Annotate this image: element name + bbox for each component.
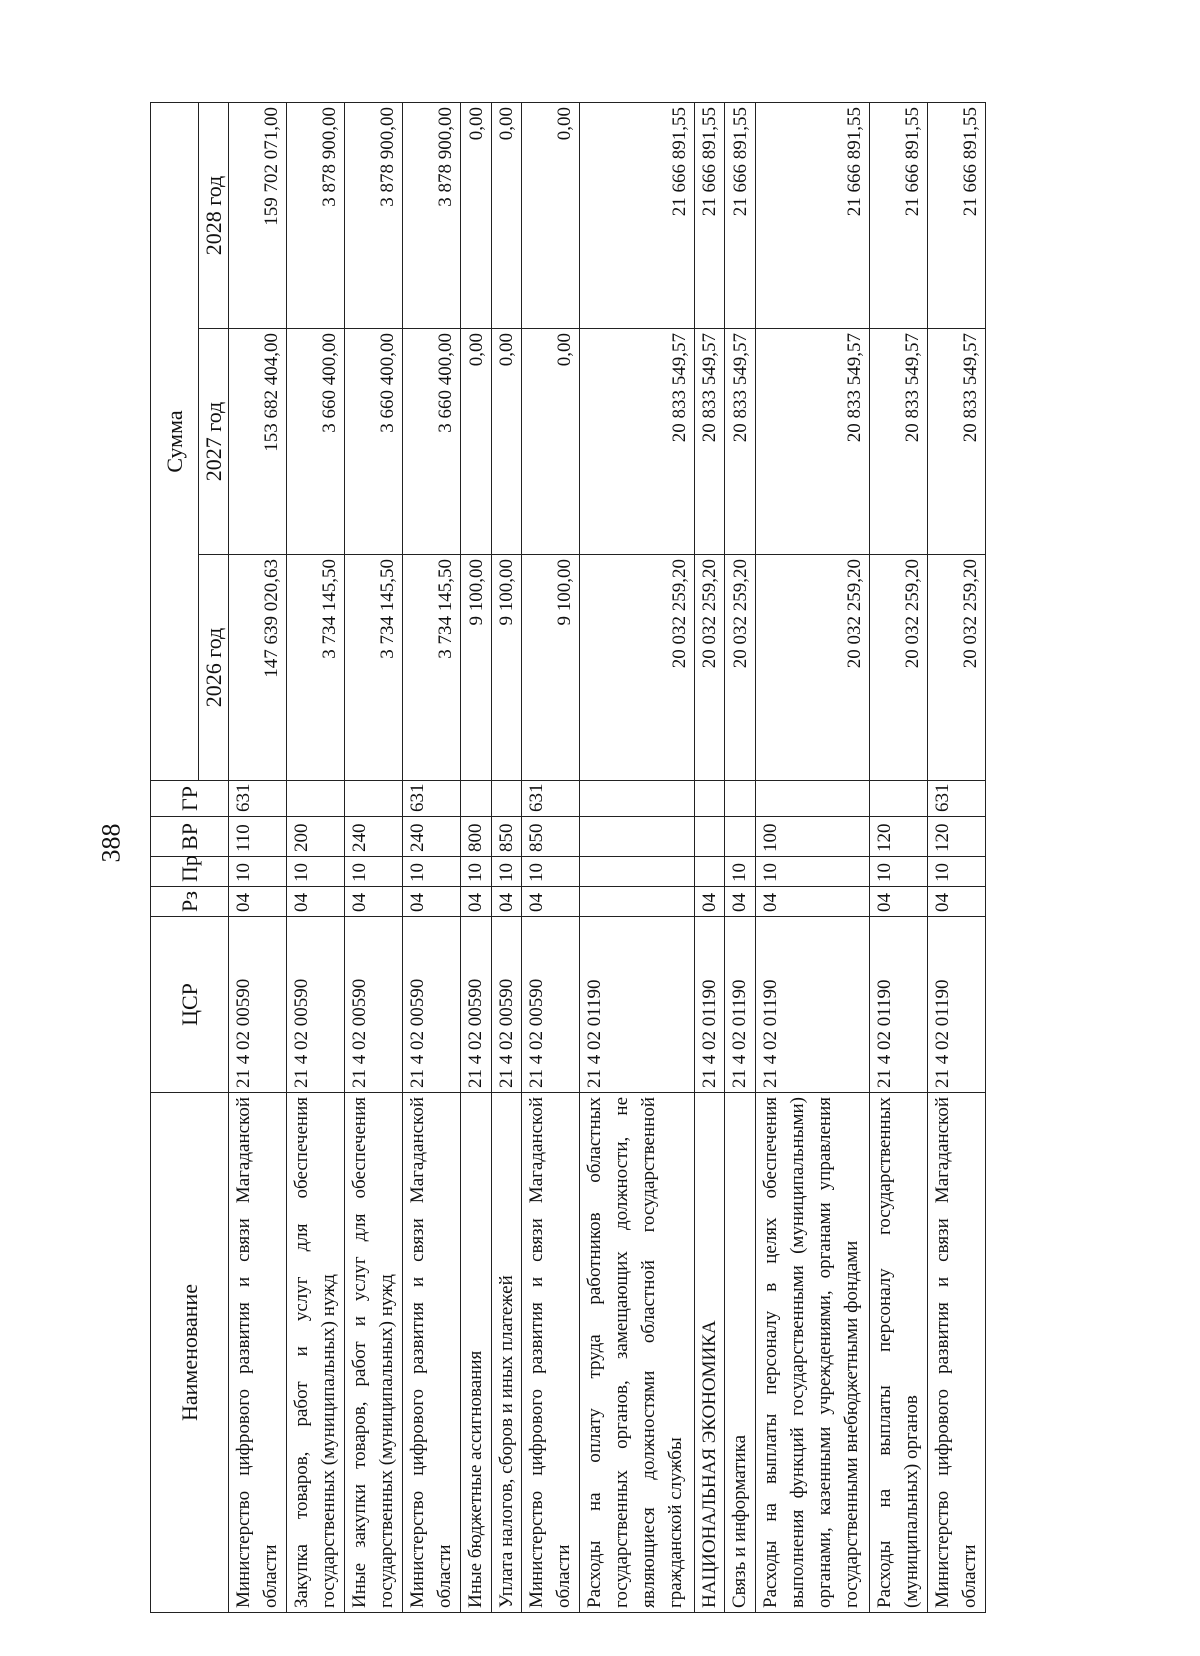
cell-2028: 21 666 891,55 xyxy=(755,103,869,329)
cell-vr: 100 xyxy=(755,817,869,857)
cell-gr: 631 xyxy=(229,781,287,817)
cell-2027: 20 833 549,57 xyxy=(694,329,725,555)
cell-2026: 3 734 145,50 xyxy=(345,555,403,781)
header-pr: Пр xyxy=(151,857,229,887)
cell-vr: 120 xyxy=(927,817,985,857)
budget-table-container xyxy=(150,103,986,1613)
cell-2027: 3 660 400,00 xyxy=(403,329,461,555)
cell-csr: 21 4 02 01190 xyxy=(694,917,725,1093)
header-csr: ЦСР xyxy=(151,917,229,1093)
cell-csr: 21 4 02 00590 xyxy=(491,917,522,1093)
cell-csr: 21 4 02 01190 xyxy=(580,917,694,1093)
table-row xyxy=(580,103,694,1613)
cell-vr: 240 xyxy=(345,817,403,857)
header-vr: ВР xyxy=(151,817,229,857)
cell-gr xyxy=(461,781,492,817)
cell-pr: 10 xyxy=(491,857,522,887)
table-row xyxy=(345,103,403,1613)
cell-csr: 21 4 02 01190 xyxy=(927,917,985,1093)
cell-2027: 20 833 549,57 xyxy=(580,329,694,555)
cell-2028: 0,00 xyxy=(461,103,492,329)
cell-rz xyxy=(580,887,694,917)
cell-2026: 3 734 145,50 xyxy=(287,555,345,781)
table-row xyxy=(287,103,345,1613)
cell-2027: 0,00 xyxy=(491,329,522,555)
cell-2026: 147 639 020,63 xyxy=(229,555,287,781)
cell-2028: 21 666 891,55 xyxy=(869,103,927,329)
cell-2027: 3 660 400,00 xyxy=(287,329,345,555)
cell-csr: 21 4 02 00590 xyxy=(229,917,287,1093)
table-row xyxy=(755,103,869,1613)
cell-name: Иные бюджетные ассигнования xyxy=(461,1093,492,1613)
cell-2028: 3 878 900,00 xyxy=(287,103,345,329)
cell-2026: 9 100,00 xyxy=(491,555,522,781)
cell-gr: 631 xyxy=(927,781,985,817)
cell-csr: 21 4 02 01190 xyxy=(725,917,756,1093)
cell-2027: 20 833 549,57 xyxy=(869,329,927,555)
cell-pr: 10 xyxy=(461,857,492,887)
cell-2028: 21 666 891,55 xyxy=(725,103,756,329)
cell-2026: 9 100,00 xyxy=(522,555,580,781)
cell-pr: 10 xyxy=(755,857,869,887)
cell-2027: 20 833 549,57 xyxy=(927,329,985,555)
header-2027: 2027 год xyxy=(199,329,229,555)
cell-2027: 0,00 xyxy=(461,329,492,555)
page-number: 388 xyxy=(96,823,126,863)
cell-2026: 20 032 259,20 xyxy=(580,555,694,781)
cell-pr: 10 xyxy=(229,857,287,887)
cell-rz: 04 xyxy=(927,887,985,917)
cell-pr: 10 xyxy=(345,857,403,887)
cell-2026: 3 734 145,50 xyxy=(403,555,461,781)
cell-2026: 20 032 259,20 xyxy=(694,555,725,781)
cell-2026: 20 032 259,20 xyxy=(927,555,985,781)
cell-rz: 04 xyxy=(694,887,725,917)
cell-2026: 20 032 259,20 xyxy=(725,555,756,781)
cell-name: Связь и информатика xyxy=(725,1093,756,1613)
cell-pr: 10 xyxy=(403,857,461,887)
cell-gr xyxy=(345,781,403,817)
cell-gr: 631 xyxy=(522,781,580,817)
cell-name: Закупка товаров, работ и услуг для обеспечения государственных (муниципальных) нужд xyxy=(287,1093,345,1613)
cell-rz: 04 xyxy=(522,887,580,917)
cell-vr: 200 xyxy=(287,817,345,857)
cell-csr: 21 4 02 00590 xyxy=(461,917,492,1093)
cell-pr xyxy=(580,857,694,887)
cell-pr: 10 xyxy=(725,857,756,887)
cell-gr xyxy=(725,781,756,817)
cell-name: Иные закупки товаров, работ и услуг для обеспечения государственных (муниципальных) нужд xyxy=(345,1093,403,1613)
cell-vr: 850 xyxy=(491,817,522,857)
cell-gr xyxy=(869,781,927,817)
header-sum: Сумма xyxy=(151,103,199,781)
header-row xyxy=(151,103,199,1613)
cell-rz: 04 xyxy=(755,887,869,917)
table-row xyxy=(403,103,461,1613)
cell-2028: 3 878 900,00 xyxy=(403,103,461,329)
cell-vr: 850 xyxy=(522,817,580,857)
cell-csr: 21 4 02 00590 xyxy=(287,917,345,1093)
header-2026: 2026 год xyxy=(199,555,229,781)
cell-gr xyxy=(491,781,522,817)
table-row xyxy=(522,103,580,1613)
cell-pr: 10 xyxy=(522,857,580,887)
cell-pr: 10 xyxy=(869,857,927,887)
cell-name: Расходы на выплаты персоналу государственных (муниципальных) органов xyxy=(869,1093,927,1613)
cell-vr: 120 xyxy=(869,817,927,857)
cell-gr xyxy=(694,781,725,817)
cell-2028: 0,00 xyxy=(522,103,580,329)
cell-vr: 110 xyxy=(229,817,287,857)
cell-csr: 21 4 02 01190 xyxy=(755,917,869,1093)
cell-rz: 04 xyxy=(229,887,287,917)
cell-vr: 240 xyxy=(403,817,461,857)
cell-vr xyxy=(580,817,694,857)
cell-2028: 21 666 891,55 xyxy=(694,103,725,329)
cell-2028: 159 702 071,00 xyxy=(229,103,287,329)
table-row xyxy=(461,103,492,1613)
cell-pr xyxy=(694,857,725,887)
cell-rz: 04 xyxy=(287,887,345,917)
cell-2028: 21 666 891,55 xyxy=(927,103,985,329)
cell-rz: 04 xyxy=(725,887,756,917)
cell-rz: 04 xyxy=(869,887,927,917)
cell-name: НАЦИОНАЛЬНАЯ ЭКОНОМИКА xyxy=(694,1093,725,1613)
cell-pr: 10 xyxy=(927,857,985,887)
cell-name: Министерство цифрового развития и связи Магаданской области xyxy=(927,1093,985,1613)
header-name: Наименование xyxy=(151,1093,229,1613)
cell-gr xyxy=(755,781,869,817)
header-rz: Рз xyxy=(151,887,229,917)
cell-vr: 800 xyxy=(461,817,492,857)
cell-gr xyxy=(287,781,345,817)
budget-table xyxy=(150,102,986,1613)
cell-2028: 0,00 xyxy=(491,103,522,329)
cell-rz: 04 xyxy=(345,887,403,917)
table-row xyxy=(869,103,927,1613)
cell-name: Министерство цифрового развития и связи Магаданской области xyxy=(403,1093,461,1613)
cell-name: Уплата налогов, сборов и иных платежей xyxy=(491,1093,522,1613)
cell-2027: 20 833 549,57 xyxy=(725,329,756,555)
table-row xyxy=(927,103,985,1613)
cell-2027: 3 660 400,00 xyxy=(345,329,403,555)
cell-2027: 20 833 549,57 xyxy=(755,329,869,555)
cell-2026: 20 032 259,20 xyxy=(869,555,927,781)
cell-2028: 21 666 891,55 xyxy=(580,103,694,329)
cell-rz: 04 xyxy=(491,887,522,917)
header-gr: ГР xyxy=(151,781,229,817)
table-row xyxy=(694,103,725,1613)
cell-csr: 21 4 02 00590 xyxy=(345,917,403,1093)
cell-2027: 0,00 xyxy=(522,329,580,555)
table-row xyxy=(725,103,756,1613)
cell-2028: 3 878 900,00 xyxy=(345,103,403,329)
cell-rz: 04 xyxy=(403,887,461,917)
cell-name: Расходы на оплату труда работников областных государственных органов, замещающих должности, не являющиеся должностями областной государственной гражданской службы xyxy=(580,1093,694,1613)
table-row xyxy=(491,103,522,1613)
cell-2026: 9 100,00 xyxy=(461,555,492,781)
cell-name: Расходы на выплаты персоналу в целях обеспечения выполнения функций государственными (муниципальными) органами, казенными учреждениями, органами управления государственными внебюджетными фондами xyxy=(755,1093,869,1613)
cell-2027: 153 682 404,00 xyxy=(229,329,287,555)
cell-gr: 631 xyxy=(403,781,461,817)
cell-rz: 04 xyxy=(461,887,492,917)
cell-csr: 21 4 02 01190 xyxy=(869,917,927,1093)
table-row xyxy=(229,103,287,1613)
cell-vr xyxy=(725,817,756,857)
cell-gr xyxy=(580,781,694,817)
cell-pr: 10 xyxy=(287,857,345,887)
cell-csr: 21 4 02 00590 xyxy=(403,917,461,1093)
cell-csr: 21 4 02 00590 xyxy=(522,917,580,1093)
header-2028: 2028 год xyxy=(199,103,229,329)
cell-vr xyxy=(694,817,725,857)
cell-2026: 20 032 259,20 xyxy=(755,555,869,781)
cell-name: Министерство цифрового развития и связи Магаданской области xyxy=(522,1093,580,1613)
cell-name: Министерство цифрового развития и связи Магаданской области xyxy=(229,1093,287,1613)
